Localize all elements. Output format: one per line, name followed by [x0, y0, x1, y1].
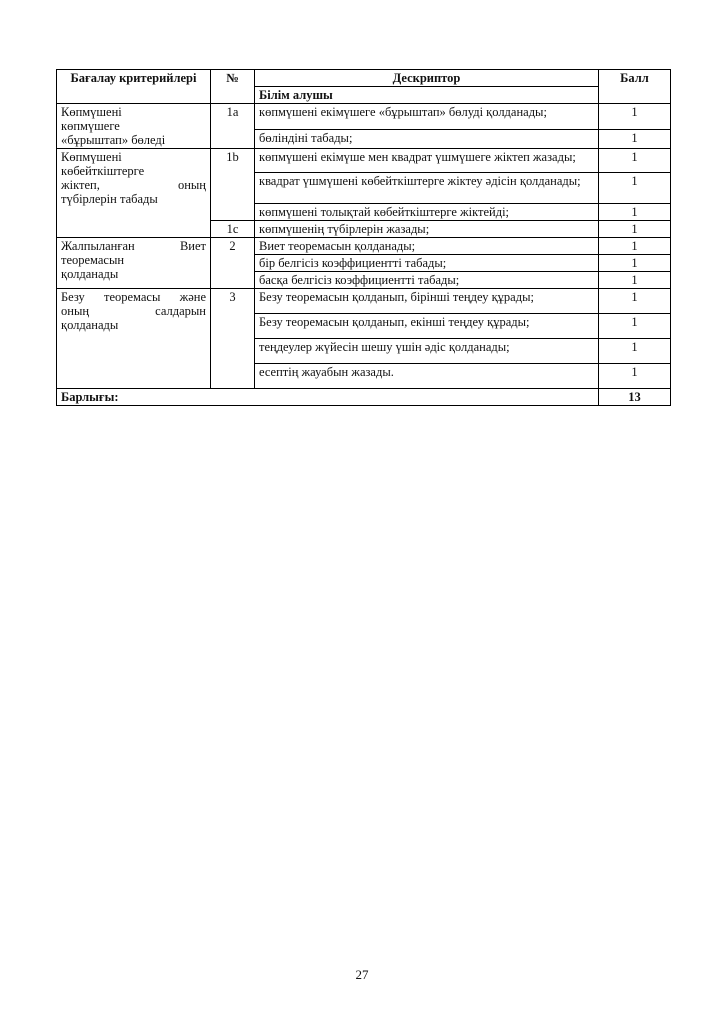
header-number: № — [211, 70, 255, 104]
criteria-line: теоремасын — [61, 253, 125, 267]
descriptor-cell: көпмүшені екімүшеге «бұрыштап» бөлуді қолданады; — [255, 104, 599, 130]
header-learner: Білім алушы — [255, 87, 599, 104]
criteria-line: көпмүшеге — [61, 119, 120, 133]
header-score: Балл — [599, 70, 671, 104]
criteria-line: қолданады — [61, 318, 119, 332]
descriptor-cell: теңдеулер жүйесін шешу үшін әдіс қолданады; — [255, 339, 599, 364]
criteria-line: көбейткіштерге — [61, 164, 145, 178]
table-row — [57, 149, 671, 173]
item-number: 1a — [211, 104, 255, 149]
assessment-rubric-table — [56, 69, 671, 406]
score-cell: 1 — [599, 104, 671, 130]
score-cell: 1 — [599, 272, 671, 289]
total-row — [57, 389, 671, 406]
score-cell: 1 — [599, 238, 671, 255]
item-number: 1b — [211, 149, 255, 221]
score-cell: 1 — [599, 314, 671, 339]
descriptor-cell: көпмүшені екімүше мен квадрат үшмүшеге жіктеп жазады; — [255, 149, 599, 173]
score-cell: 1 — [599, 173, 671, 204]
page-number: 27 — [355, 967, 369, 982]
total-value: 13 — [599, 389, 671, 406]
criteria-line: қолданады — [61, 267, 119, 281]
descriptor-cell: басқа белгісіз коэффициентті табады; — [255, 272, 599, 289]
descriptor-cell: Безу теоремасын қолданып, екінші теңдеу құрады; — [255, 314, 599, 339]
criteria-cell — [57, 104, 211, 149]
rubric-body — [57, 104, 671, 389]
score-cell: 1 — [599, 255, 671, 272]
criteria-line: «бұрыштап» бөледі — [61, 133, 166, 147]
descriptor-cell: Виет теоремасын қолданады; — [255, 238, 599, 255]
score-cell: 1 — [599, 364, 671, 389]
score-cell: 1 — [599, 204, 671, 221]
score-cell: 1 — [599, 289, 671, 314]
score-cell: 1 — [599, 130, 671, 149]
descriptor-cell: квадрат үшмүшені көбейткіштерге жіктеу әдісін қолданады; — [255, 173, 599, 204]
criteria-cell — [57, 149, 211, 238]
descriptor-cell: бір белгісіз коэффициентті табады; — [255, 255, 599, 272]
criteria-line: Көпмүшені — [61, 105, 122, 119]
criteria-line: Көпмүшені — [61, 150, 122, 164]
criteria-line: Безу теоремасы және — [61, 290, 206, 304]
descriptor-cell: көпмүшені толықтай көбейткіштерге жіктейді; — [255, 204, 599, 221]
criteria-line: жіктеп, оның — [61, 178, 206, 192]
score-cell: 1 — [599, 221, 671, 238]
score-cell: 1 — [599, 149, 671, 173]
descriptor-cell: көпмүшенің түбірлерін жазады; — [255, 221, 599, 238]
table-row — [57, 238, 671, 255]
criteria-line: оның салдарын — [61, 304, 206, 318]
header-descriptor: Дескриптор — [255, 70, 599, 87]
criteria-cell — [57, 289, 211, 389]
table-row — [57, 289, 671, 314]
criteria-cell — [57, 238, 211, 289]
criteria-line: Жалпыланған Виет — [61, 239, 206, 253]
criteria-line: түбірлерін табады — [61, 192, 158, 206]
table-header-row — [57, 70, 671, 87]
header-criteria: Бағалау критерийлері — [57, 70, 211, 104]
descriptor-cell: Безу теоремасын қолданып, бірінші теңдеу құрады; — [255, 289, 599, 314]
table-row — [57, 104, 671, 130]
score-cell: 1 — [599, 339, 671, 364]
item-number: 3 — [211, 289, 255, 389]
descriptor-cell: бөліндіні табады; — [255, 130, 599, 149]
descriptor-cell: есептің жауабын жазады. — [255, 364, 599, 389]
item-number: 2 — [211, 238, 255, 289]
total-label: Барлығы: — [57, 389, 599, 406]
item-number: 1c — [211, 221, 255, 238]
